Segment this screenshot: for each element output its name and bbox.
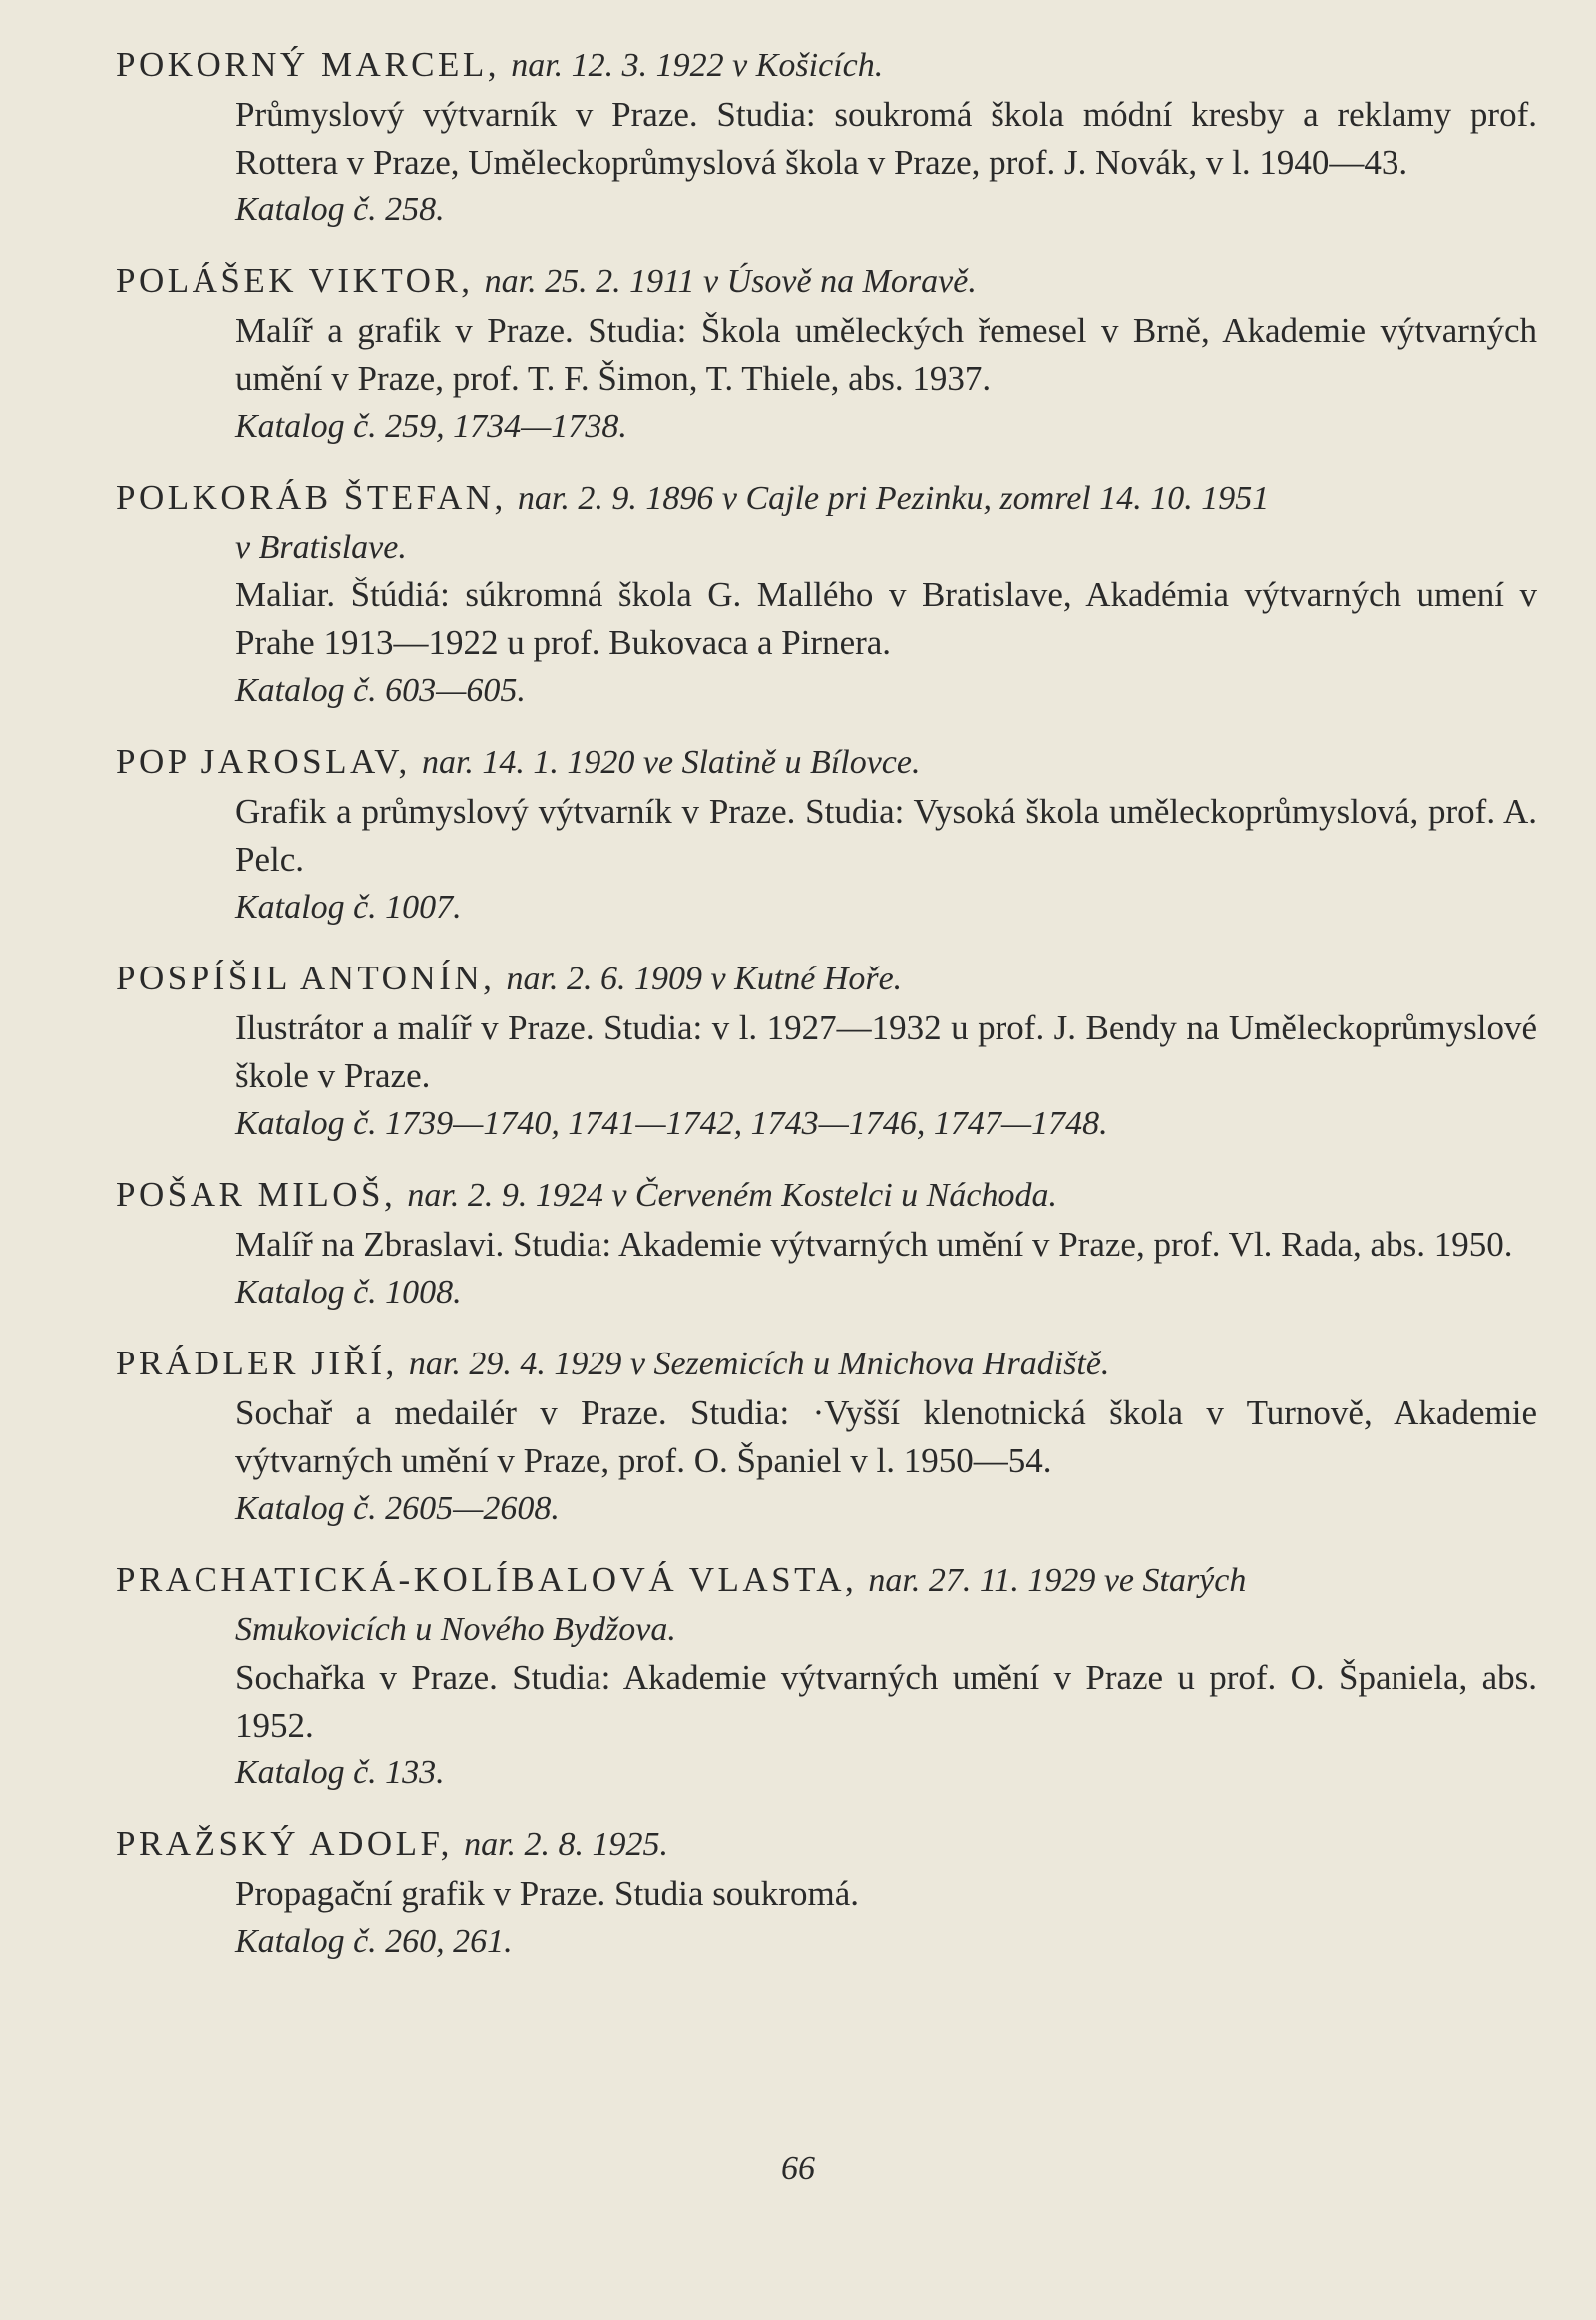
entry-description: Malíř na Zbraslavi. Studia: Akademie výtvarných umění v Praze, prof. Vl. Rada, abs. 1950. xyxy=(235,1225,1513,1264)
catalog-reference: Katalog č. 1008. xyxy=(235,1274,462,1311)
entry-heading xyxy=(116,40,1537,91)
catalog-reference: Katalog č. 1739—1740, 1741—1742, 1743—1746, 1747—1748. xyxy=(235,1105,1108,1142)
artist-name: POLÁŠEK VIKTOR, xyxy=(116,261,474,300)
entry-description: Maliar. Štúdiá: súkromná škola G. Mallého v Bratislave, Akadémia výtvarných umení v Prahe 1913—1922 u prof. Bukovaca a Pirnera. xyxy=(235,576,1537,662)
catalog-reference: Katalog č. 258. xyxy=(235,192,445,228)
entry-pradler xyxy=(116,1339,1537,1533)
entry-prachaticka xyxy=(116,1555,1537,1797)
entry-description: Grafik a průmyslový výtvarník v Praze. Studia: Vysoká škola uměleckoprůmyslová, prof. A. Pelc. xyxy=(235,792,1537,879)
catalog-reference: Katalog č. 259, 1734—1738. xyxy=(235,408,627,445)
birth-info: nar. 25. 2. 1911 v Úsově na Moravě. xyxy=(484,263,977,300)
catalog-reference: Katalog č. 133. xyxy=(235,1754,445,1791)
page-number: 66 xyxy=(781,2150,815,2187)
entry-description: Propagační grafik v Praze. Studia soukromá. xyxy=(235,1874,859,1913)
birth-info: nar. 27. 11. 1929 ve Starých xyxy=(868,1562,1247,1599)
artist-name: POKORNÝ MARCEL, xyxy=(116,45,501,84)
artist-name: PRAŽSKÝ ADOLF, xyxy=(116,1824,453,1863)
entry-heading xyxy=(116,1555,1537,1606)
catalog-reference: Katalog č. 1007. xyxy=(235,889,462,926)
birth-info: nar. 29. 4. 1929 v Sezemicích u Mnichova Hradiště. xyxy=(408,1346,1110,1382)
birth-info: nar. 12. 3. 1922 v Košicích. xyxy=(511,47,884,84)
artist-name: POLKORÁB ŠTEFAN, xyxy=(116,478,507,517)
entry-description: Ilustrátor a malíř v Praze. Studia: v l. 1927—1932 u prof. J. Bendy na Uměleckoprůmyslové škole v Praze. xyxy=(235,1008,1537,1095)
entry-heading xyxy=(116,473,1537,524)
entry-prazsky xyxy=(116,1819,1537,1966)
artist-name: PRÁDLER JIŘÍ, xyxy=(116,1344,398,1382)
artist-name: POŠAR MILOŠ, xyxy=(116,1175,397,1214)
page-content xyxy=(116,40,1537,1988)
entry-description: Sochař a medailér v Praze. Studia: ·Vyšší klenotnická škola v Turnově, Akademie výtvarných umění v Praze, prof. O. Španiel v l. 1950—54. xyxy=(235,1393,1537,1480)
entry-heading xyxy=(116,1819,1537,1870)
entry-polkorab xyxy=(116,473,1537,715)
artist-name: PRACHATICKÁ-KOLÍBALOVÁ VLASTA, xyxy=(116,1560,858,1599)
birth-info: nar. 2. 8. 1925. xyxy=(464,1826,669,1863)
catalog-reference: Katalog č. 2605—2608. xyxy=(235,1490,560,1527)
entry-heading xyxy=(116,737,1537,788)
entry-description: Průmyslový výtvarník v Praze. Studia: soukromá škola módní kresby a reklamy prof. Rottera v Praze, Uměleckoprůmyslová škola v Praze, prof. J. Novák, v l. 1940—43. xyxy=(235,95,1537,182)
entry-pospisil xyxy=(116,954,1537,1148)
entry-polasek xyxy=(116,256,1537,451)
birth-info: nar. 2. 6. 1909 v Kutné Hoře. xyxy=(506,961,903,997)
birth-info-continued: Smukovicích u Nového Bydžova. xyxy=(235,1611,676,1648)
entry-heading xyxy=(116,256,1537,307)
entry-heading xyxy=(116,1339,1537,1389)
entry-heading xyxy=(116,954,1537,1004)
catalog-reference: Katalog č. 603—605. xyxy=(235,672,526,709)
artist-name: POP JAROSLAV, xyxy=(116,742,411,781)
birth-info: nar. 2. 9. 1924 v Červeném Kostelci u Náchoda. xyxy=(407,1177,1057,1214)
entry-pokorny xyxy=(116,40,1537,234)
birth-info: nar. 2. 9. 1896 v Cajle pri Pezinku, zomrel 14. 10. 1951 xyxy=(517,480,1270,517)
birth-info-continued: v Bratislave. xyxy=(235,529,407,566)
entry-description: Malíř a grafik v Praze. Studia: Škola uměleckých řemesel v Brně, Akademie výtvarných umění v Praze, prof. T. F. Šimon, T. Thiele, abs. 1937. xyxy=(235,311,1537,398)
entry-description: Sochařka v Praze. Studia: Akademie výtvarných umění v Praze u prof. O. Španiela, abs. 1952. xyxy=(235,1658,1537,1744)
entry-pop xyxy=(116,737,1537,932)
catalog-reference: Katalog č. 260, 261. xyxy=(235,1923,513,1960)
artist-name: POSPÍŠIL ANTONÍN, xyxy=(116,959,496,997)
entry-heading xyxy=(116,1170,1537,1221)
entry-posar xyxy=(116,1170,1537,1317)
birth-info: nar. 14. 1. 1920 ve Slatině u Bílovce. xyxy=(421,744,921,781)
